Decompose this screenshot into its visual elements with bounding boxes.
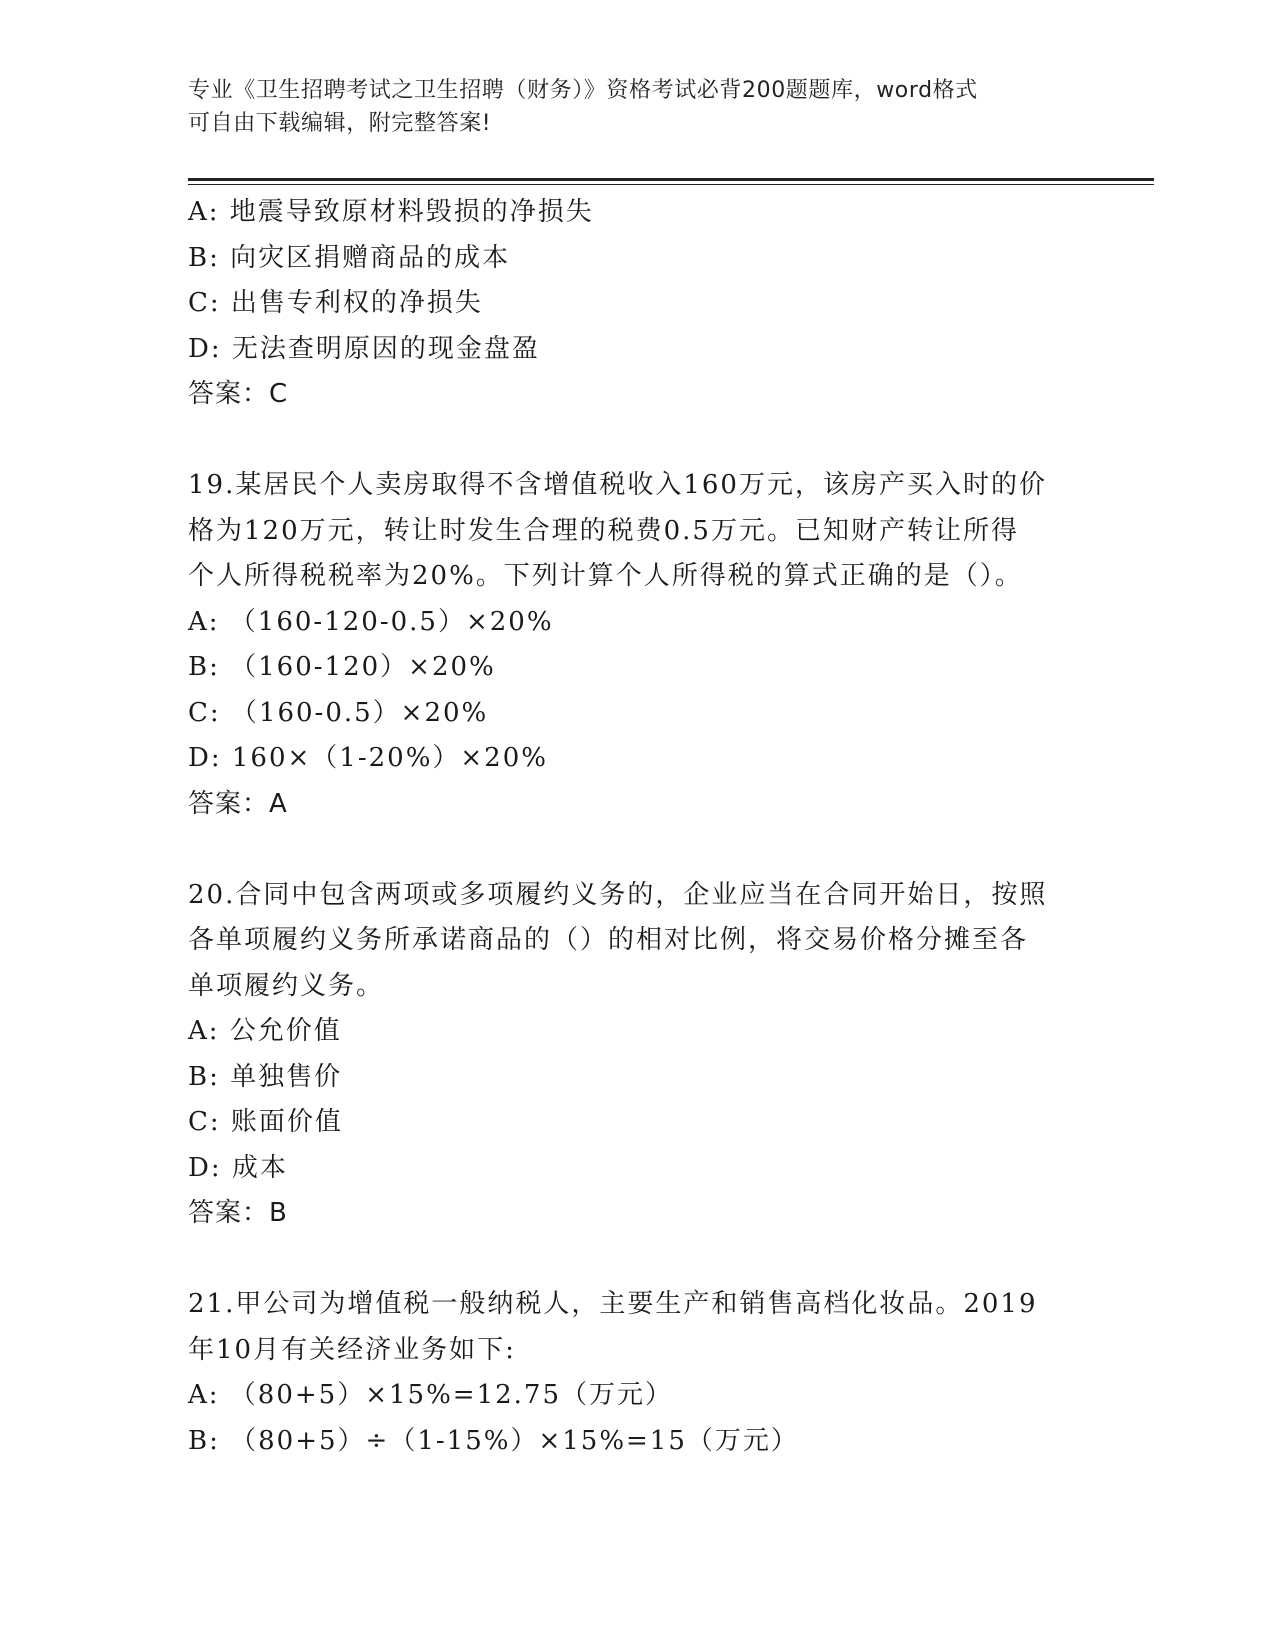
q19-stem-line-3: 个人所得税税率为20%。下列计算个人所得税的算式正确的是（）。 bbox=[188, 561, 1023, 591]
header-divider-thin bbox=[188, 184, 1154, 185]
q20-option-c: C: 账面价值 bbox=[188, 1107, 343, 1137]
q20-stem-line-2: 各单项履约义务所承诺商品的（）的相对比例，将交易价格分摊至各 bbox=[188, 925, 1029, 955]
q20-option-d: D: 成本 bbox=[188, 1152, 288, 1183]
q20-answer: 答案：B bbox=[188, 1198, 288, 1228]
q20-stem-line-3: 单项履约义务。 bbox=[188, 970, 385, 1001]
q19-option-d: D: 160×（1-20%）×20% bbox=[188, 743, 548, 773]
q21-stem-line-2: 年10月有关经济业务如下: bbox=[188, 1334, 516, 1365]
q20-option-b: B: 单独售价 bbox=[188, 1061, 343, 1092]
q19-answer: 答案：A bbox=[188, 788, 288, 819]
header-title-line-1: 专业《卫生招聘考试之卫生招聘（财务）》资格考试必背200题题库，word格式 bbox=[188, 78, 978, 103]
question-18-options bbox=[188, 190, 1088, 418]
spacer bbox=[188, 418, 1088, 464]
q21-stem-line-1: 21.甲公司为增值税一般纳税人，主要生产和销售高档化妆品。2019 bbox=[188, 1289, 1038, 1319]
header-title-line-2: 可自由下载编辑，附完整答案! bbox=[188, 111, 492, 136]
q20-stem-line-1: 20.合同中包含两项或多项履约义务的，企业应当在合同开始日，按照 bbox=[188, 879, 1048, 910]
q19-option-b: B: （160-120）×20% bbox=[188, 652, 496, 682]
q18-option-a: A: 地震导致原材料毁损的净损失 bbox=[188, 197, 594, 227]
question-21 bbox=[188, 1282, 1088, 1464]
q19-stem-line-2: 格为120万元，转让时发生合理的税费0.5万元。已知财产转让所得 bbox=[188, 515, 1019, 546]
q19-option-c: C: （160-0.5）×20% bbox=[188, 697, 489, 728]
q19-stem-line-1: 19.某居民个人卖房取得不含增值税收入160万元，该房产买入时的价 bbox=[188, 470, 1047, 500]
question-list bbox=[188, 190, 1088, 1464]
document-header bbox=[188, 74, 1088, 140]
spacer bbox=[188, 1237, 1088, 1283]
q21-option-a: A: （80+5）×15%=12.75（万元） bbox=[188, 1380, 674, 1410]
q18-option-d: D: 无法查明原因的现金盘盈 bbox=[188, 333, 540, 364]
q18-option-c: C: 出售专利权的净损失 bbox=[188, 288, 483, 318]
header-divider-thick bbox=[188, 178, 1154, 181]
q18-answer: 答案：C bbox=[188, 379, 289, 409]
q18-option-b: B: 向灾区捐赠商品的成本 bbox=[188, 242, 511, 273]
question-20 bbox=[188, 873, 1088, 1237]
q20-option-a: A: 公允价值 bbox=[188, 1016, 342, 1046]
spacer bbox=[188, 827, 1088, 873]
q21-option-b: B: （80+5）÷（1-15%）×15%=15（万元） bbox=[188, 1425, 799, 1456]
q19-option-a: A: （160-120-0.5）×20% bbox=[188, 606, 554, 637]
question-19 bbox=[188, 463, 1088, 827]
